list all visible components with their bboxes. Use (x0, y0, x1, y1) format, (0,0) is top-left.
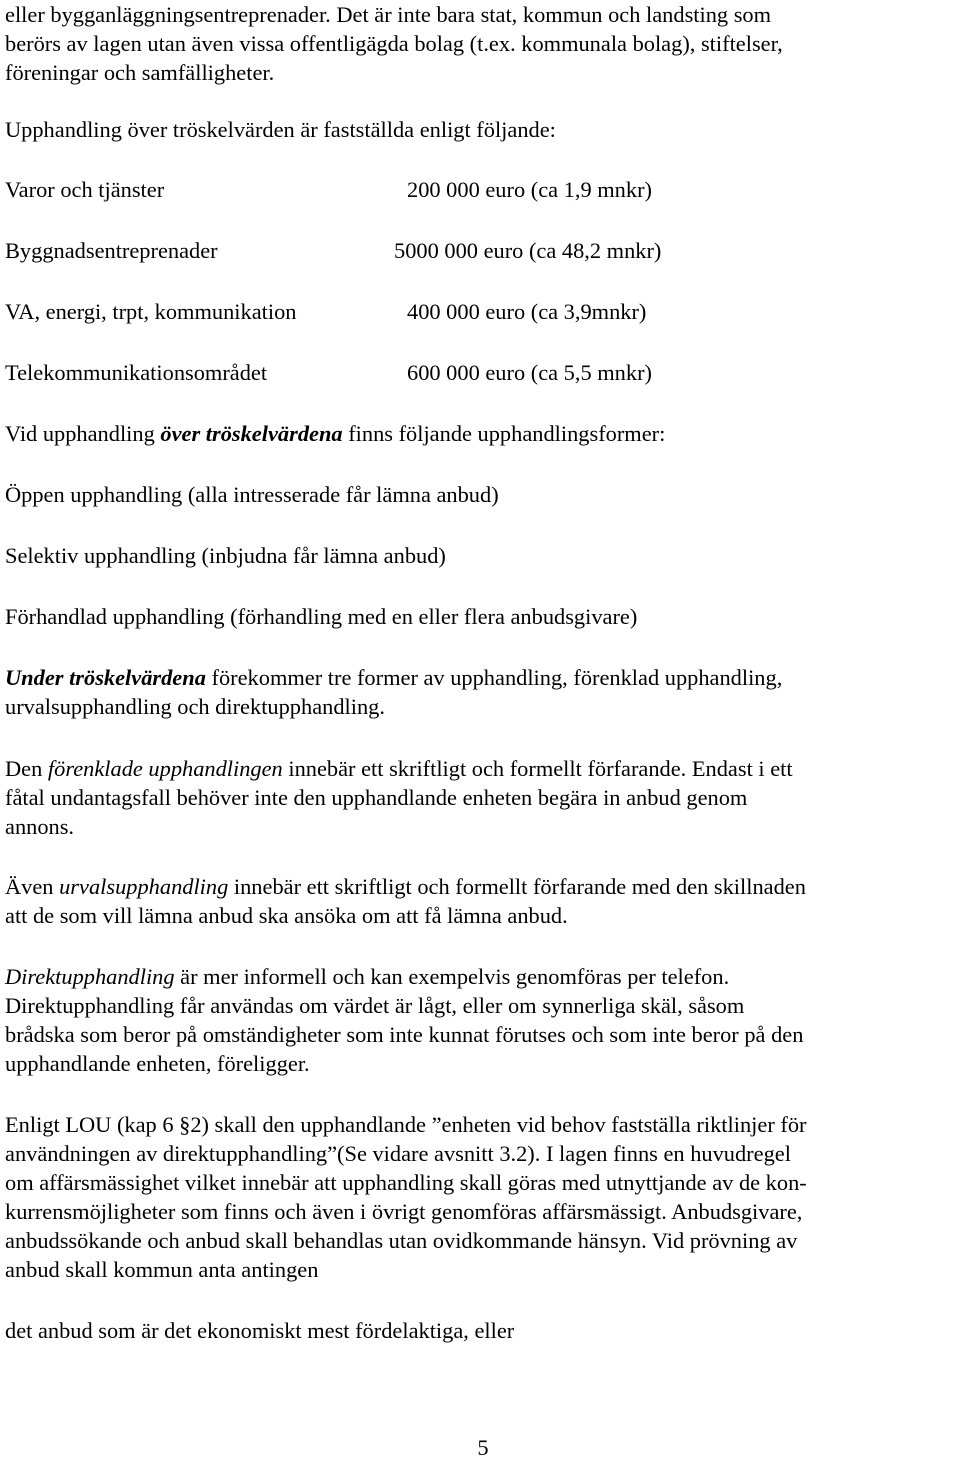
lou-line: Enligt LOU (kap 6 §2) skall den upphandlande ”enheten vid behov fastställa riktlinjer för (5, 1112, 807, 1137)
over-thresholds-line (5, 419, 665, 449)
urval-pre: Även (5, 874, 60, 899)
direkt-emphasis: Direktupphandling (5, 964, 175, 989)
threshold-row (5, 297, 955, 327)
intro-line: berörs av lagen utan även vissa offentligägda bolag (t.ex. kommunala bolag), stiftelser, (5, 31, 783, 56)
urval-line (5, 872, 806, 902)
threshold-row (5, 358, 955, 388)
under-emphasis: Under tröskelvärdena (5, 665, 206, 690)
over-line-post: finns följande upphandlingsformer: (342, 421, 666, 446)
intro-line: föreningar och samfälligheter. (5, 60, 275, 85)
threshold-value: 5000 000 euro (ca 48,2 mnkr) (394, 238, 662, 263)
under-thresholds-line: urvalsupphandling och direktupphandling. (5, 694, 385, 719)
thresholds-heading: Upphandling över tröskelvärden är fastställda enligt följande: (5, 117, 556, 142)
over-line-emphasis: över tröskelvärdena (160, 421, 343, 446)
threshold-label: Byggnadsentreprenader (5, 238, 218, 263)
forenklad-line: fåtal undantagsfall behöver inte den upphandlande enheten begära in anbud genom (5, 785, 748, 810)
over-line-pre: Vid upphandling (5, 421, 161, 446)
under-thresholds-line (5, 663, 782, 693)
threshold-row (5, 175, 955, 205)
forenklad-emphasis: förenklade upphandlingen (47, 756, 283, 781)
page-number: 5 (477, 1435, 489, 1460)
urval-rest: innebär ett skriftligt och formellt förfarande med den skillnaden (228, 874, 806, 899)
last-line: det anbud som är det ekonomiskt mest fördelaktiga, eller (5, 1318, 515, 1343)
forenklad-line (5, 754, 793, 784)
threshold-row (5, 236, 955, 266)
threshold-label: Varor och tjänster (5, 177, 165, 202)
threshold-label: VA, energi, trpt, kommunikation (5, 299, 297, 324)
lou-line: om affärsmässighet vilket innebär att upphandling skall göras med utnyttjande av de kon- (5, 1170, 807, 1195)
direkt-line: upphandlande enheten, föreligger. (5, 1051, 310, 1076)
forenklad-rest: innebär ett skriftligt och formellt förfarande. Endast i ett (282, 756, 793, 781)
urval-emphasis: urvalsupphandling (59, 874, 229, 899)
lou-line: anbudssökande och anbud skall behandlas utan ovidkommande hänsyn. Vid prövning av (5, 1228, 798, 1253)
direkt-rest: är mer informell och kan exempelvis genomföras per telefon. (174, 964, 730, 989)
threshold-label: Telekommunikationsområdet (5, 360, 268, 385)
under-line-rest: förekommer tre former av upphandling, förenklad upphandling, (205, 665, 783, 690)
threshold-value: 400 000 euro (ca 3,9mnkr) (407, 299, 647, 324)
lou-line: användningen av direktupphandling”(Se vidare avsnitt 3.2). I lagen finns en huvudregel (5, 1141, 791, 1166)
procurement-form: Förhandlad upphandling (förhandling med en eller flera anbudsgivare) (5, 604, 638, 629)
urval-line: att de som vill lämna anbud ska ansöka om att få lämna anbud. (5, 903, 568, 928)
threshold-value: 600 000 euro (ca 5,5 mnkr) (407, 360, 652, 385)
intro-line: eller bygganläggningsentreprenader. Det är inte bara stat, kommun och landsting som (5, 2, 772, 27)
threshold-value: 200 000 euro (ca 1,9 mnkr) (407, 177, 652, 202)
direkt-line: brådska som beror på omständigheter som inte kunnat förutses och som inte beror på den (5, 1022, 804, 1047)
forenklad-pre: Den (5, 756, 48, 781)
procurement-form: Selektiv upphandling (inbjudna får lämna anbud) (5, 543, 446, 568)
lou-line: anbud skall kommun anta antingen (5, 1257, 319, 1282)
lou-line: kurrensmöjligheter som finns och även i övrigt genomföras affärsmässigt. Anbudsgivare, (5, 1199, 803, 1224)
direkt-line (5, 962, 729, 992)
procurement-form: Öppen upphandling (alla intresserade får lämna anbud) (5, 482, 499, 507)
direkt-line: Direktupphandling får användas om värdet är lågt, eller om synnerliga skäl, såsom (5, 993, 745, 1018)
forenklad-line: annons. (5, 814, 75, 839)
